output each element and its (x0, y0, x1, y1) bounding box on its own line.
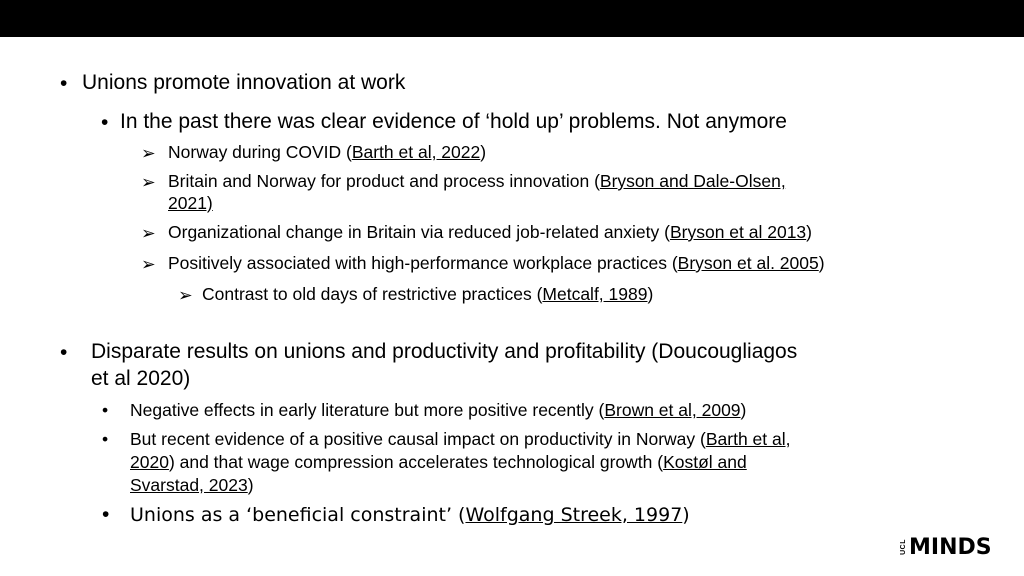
citation-link[interactable]: Barth et al, 2022 (351, 142, 481, 162)
top-bar (0, 0, 1024, 37)
citation-link[interactable]: Bryson et al 2013 (669, 222, 807, 242)
citation-link[interactable]: Barth et al, (705, 429, 791, 449)
list-item-cont (168, 193, 213, 214)
logo-minds-text: MINDS (909, 534, 992, 560)
citation-link[interactable]: Wolfgang Streek, 1997 (465, 504, 683, 526)
arrow-bullet-icon: ➢ (141, 223, 156, 243)
bullet-dot: • (102, 400, 109, 420)
ucl-minds-logo (900, 535, 992, 559)
heading-disparate-results-cont: et al 2020) (91, 367, 191, 390)
list-item: Negative effects in early literature but more positive recently (Brown et al, 2009) (130, 400, 747, 420)
bullet-dot: • (60, 72, 68, 95)
bullet-dot: • (60, 341, 68, 364)
list-item: Organizational change in Britain via reduced job-related anxiety (Bryson et al 2013) (168, 222, 812, 242)
citation-link[interactable]: 2021) (168, 193, 213, 213)
citation-link[interactable]: Brown et al, 2009 (604, 400, 741, 420)
heading-unions-innovation: Unions promote innovation at work (82, 71, 406, 94)
citation-link[interactable]: Metcalf, 1989 (542, 284, 648, 304)
arrow-bullet-icon: ➢ (141, 143, 156, 163)
list-item: Norway during COVID (Barth et al, 2022) (168, 142, 487, 162)
bullet-dot: • (102, 429, 109, 449)
heading-disparate-results: Disparate results on unions and productivity and profitability (Doucougliagos (91, 340, 798, 363)
bullet-dot: • (102, 503, 110, 526)
arrow-bullet-icon: ➢ (141, 172, 156, 192)
citation-link[interactable]: Bryson and Dale-Olsen, (599, 171, 786, 191)
bullet-dot: • (101, 111, 109, 134)
list-item: Contrast to old days of restrictive practices (Metcalf, 1989) (202, 284, 654, 304)
list-item-cont: 2020) and that wage compression accelerates technological growth (Kostøl and (130, 452, 747, 472)
citation-link[interactable]: Kostøl and (663, 452, 747, 472)
list-item: But recent evidence of a positive causal impact on productivity in Norway (Barth et al, (130, 429, 791, 449)
list-item: Britain and Norway for product and process innovation (Bryson and Dale-Olsen, (168, 171, 786, 191)
subheading-hold-up: In the past there was clear evidence of ‘hold up’ problems. Not anymore (120, 110, 787, 133)
arrow-bullet-icon: ➢ (178, 285, 193, 305)
logo-ucl-text: UCL (900, 539, 907, 555)
citation-link[interactable]: 2020 (130, 452, 169, 472)
list-item: Positively associated with high-performance workplace practices (Bryson et al. 2005) (168, 253, 825, 273)
citation-link[interactable]: Bryson et al. 2005 (677, 253, 819, 273)
list-item-cont: Svarstad, 2023) (130, 475, 254, 495)
arrow-bullet-icon: ➢ (141, 254, 156, 274)
list-item: Unions as a ‘beneficial constraint’ (Wolfgang Streek, 1997) (130, 504, 690, 526)
citation-link[interactable]: Svarstad, 2023 (130, 475, 248, 495)
